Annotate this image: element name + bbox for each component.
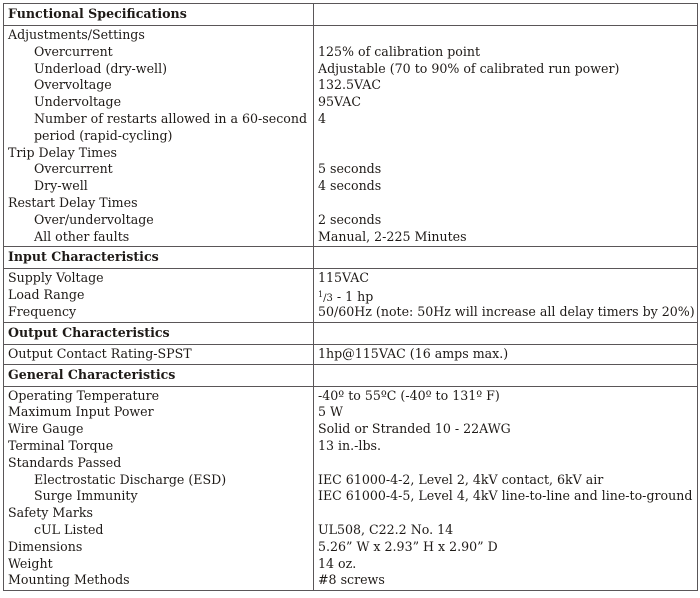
section-body-output bbox=[4, 344, 698, 364]
group-label: Restart Delay Times bbox=[8, 194, 138, 210]
spec-label: Terminal Torque bbox=[8, 437, 114, 453]
spec-label: period (rapid-cycling) bbox=[34, 127, 173, 143]
spec-value-load-range: $^1$/3 - 1 hp bbox=[318, 289, 374, 305]
spec-value: UL508, C22.2 No. 14 bbox=[318, 521, 454, 537]
group-label: Standards Passed bbox=[8, 454, 122, 470]
section-header-general bbox=[4, 364, 698, 386]
spec-value: 5.26” W x 2.93” H x 2.90” D bbox=[318, 538, 498, 554]
spec-label: Operating Temperature bbox=[8, 387, 160, 403]
spec-value: IEC 61000-4-5, Level 4, 4kV line-to-line and line-to-ground bbox=[318, 488, 693, 504]
group-label: Adjustments/Settings bbox=[8, 27, 145, 42]
spec-label: Supply Voltage bbox=[8, 270, 104, 286]
specifications-table bbox=[3, 3, 698, 591]
spec-value: 132.5VAC bbox=[318, 77, 382, 93]
spec-label: Load Range bbox=[8, 287, 85, 303]
section-title: Functional Specifications bbox=[4, 4, 314, 26]
spec-label: Maximum Input Power bbox=[8, 404, 154, 420]
spec-label: Overcurrent bbox=[34, 161, 113, 177]
value-column bbox=[314, 269, 698, 322]
section-title: Output Characteristics bbox=[4, 322, 314, 344]
spec-value bbox=[318, 455, 693, 472]
spec-value: 2 seconds bbox=[318, 211, 382, 227]
spec-label: Number of restarts allowed in a 60-second bbox=[34, 110, 308, 126]
spec-value bbox=[318, 195, 693, 212]
spec-value: -40º to 55ºC (-40º to 131º F) bbox=[318, 387, 500, 403]
spec-value bbox=[318, 27, 693, 44]
spec-label: Weight bbox=[8, 555, 53, 571]
spec-label: Underload (dry-well) bbox=[34, 60, 168, 76]
spec-label: Undervoltage bbox=[34, 94, 122, 110]
group-label: Trip Delay Times bbox=[8, 144, 118, 160]
spec-label: Overcurrent bbox=[34, 43, 113, 59]
spec-value: IEC 61000-4-2, Level 2, 4kV contact, 6kV air bbox=[318, 471, 604, 487]
spec-label: Wire Gauge bbox=[8, 421, 84, 437]
spec-value: 5 W bbox=[318, 404, 343, 420]
spec-value bbox=[318, 128, 693, 145]
fraction-numerator: 1 bbox=[318, 290, 324, 300]
label-column bbox=[4, 344, 314, 364]
section-body-general bbox=[4, 386, 698, 591]
spec-value: 125% of calibration point bbox=[318, 43, 481, 59]
spec-value: Adjustable (70 to 90% of calibrated run power) bbox=[318, 60, 620, 76]
spec-label: Frequency bbox=[8, 303, 77, 319]
label-column bbox=[4, 269, 314, 322]
label-column bbox=[4, 386, 314, 591]
section-header-functional bbox=[4, 4, 698, 26]
spec-value: 50/60Hz (note: 50Hz will increase all delay timers by 20%) bbox=[318, 303, 695, 319]
spec-label: Surge Immunity bbox=[34, 488, 138, 504]
spec-value: 5 seconds bbox=[318, 161, 382, 177]
section-header-output bbox=[4, 322, 698, 344]
section-title: Input Characteristics bbox=[4, 247, 314, 269]
spec-value: 95VAC bbox=[318, 94, 361, 110]
spec-label: Overvoltage bbox=[34, 77, 112, 93]
spec-label: Dimensions bbox=[8, 538, 83, 554]
value-column bbox=[314, 386, 698, 591]
spec-value: 115VAC bbox=[318, 270, 370, 286]
spec-label: Electrostatic Discharge (ESD) bbox=[34, 471, 227, 487]
spec-value: 13 in.-lbs. bbox=[318, 437, 381, 453]
spec-value: 14 oz. bbox=[318, 555, 357, 571]
spec-label: Output Contact Rating-SPST bbox=[8, 345, 192, 361]
spec-value bbox=[318, 145, 693, 162]
section-title: General Characteristics bbox=[4, 364, 314, 386]
load-range-rest: - 1 hp bbox=[332, 289, 374, 305]
spec-value bbox=[318, 505, 693, 522]
value-column bbox=[314, 344, 698, 364]
spec-value: 4 seconds bbox=[318, 178, 382, 194]
spec-label: Over/undervoltage bbox=[34, 211, 154, 227]
label-column bbox=[4, 26, 314, 247]
spec-label: Dry-well bbox=[34, 178, 88, 194]
spec-label: cUL Listed bbox=[34, 521, 104, 537]
group-label: Safety Marks bbox=[8, 505, 93, 521]
value-column bbox=[314, 26, 698, 247]
spec-value: 1hp@115VAC (16 amps max.) bbox=[318, 345, 509, 361]
section-body-functional bbox=[4, 26, 698, 247]
section-body-input bbox=[4, 269, 698, 322]
fraction-denominator: 3 bbox=[326, 293, 333, 305]
spec-value: 4 bbox=[318, 110, 327, 126]
spec-value: Solid or Stranded 10 - 22AWG bbox=[318, 421, 511, 437]
spec-label: All other faults bbox=[34, 228, 130, 244]
spec-label: Mounting Methods bbox=[8, 572, 130, 588]
spec-value: #8 screws bbox=[318, 572, 385, 588]
spec-value: Manual, 2-225 Minutes bbox=[318, 228, 467, 244]
section-header-input bbox=[4, 247, 698, 269]
